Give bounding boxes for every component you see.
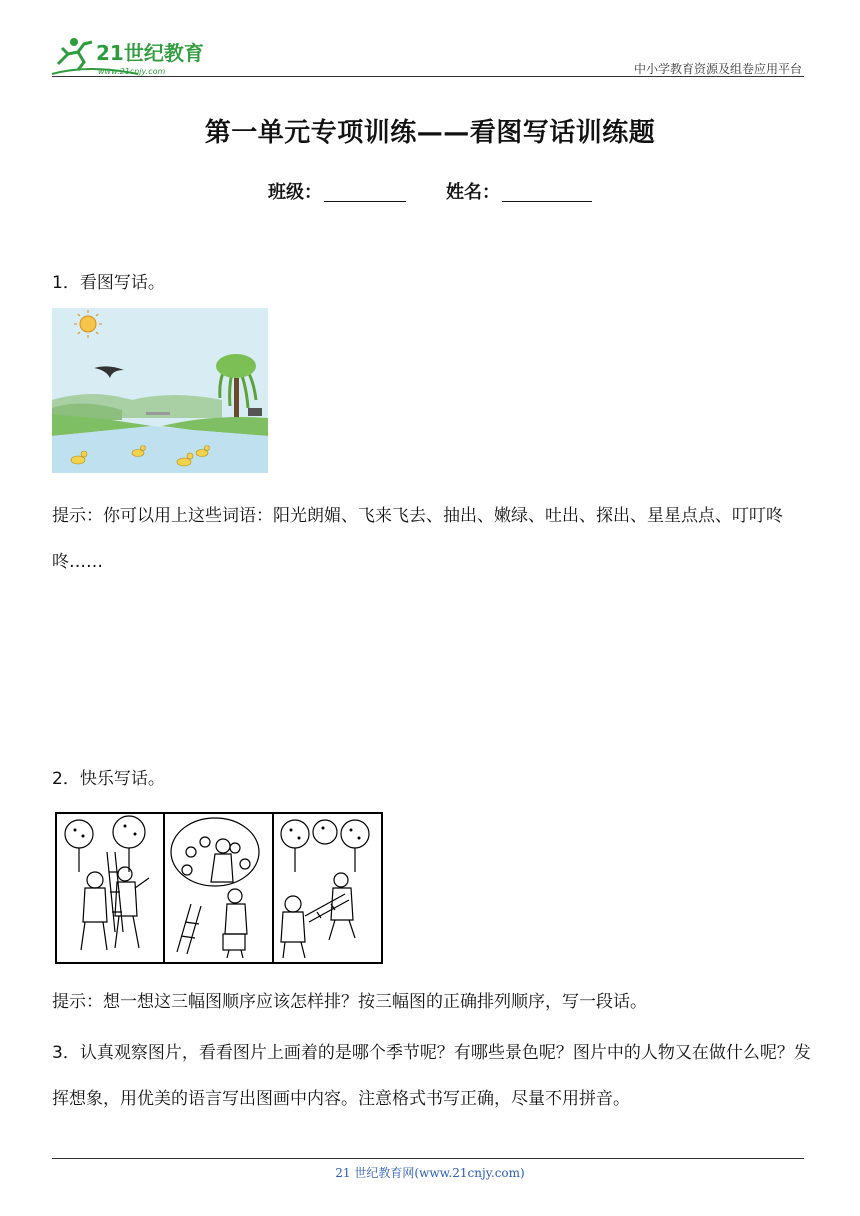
logo-url: www.21cnjy.com xyxy=(98,67,166,76)
question-2-prompt: 2．快乐写话。 xyxy=(52,769,165,789)
question-2-hint: 提示：想一想这三幅图顺序应该怎样排？按三幅图的正确排列顺序，写一段话。 xyxy=(52,992,647,1012)
name-blank xyxy=(502,181,592,202)
footer-text: 21 世纪教育网(www.21cnjy.com) xyxy=(335,1166,525,1180)
logo-text: 21世纪教育 xyxy=(96,41,204,65)
student-info xyxy=(0,178,860,204)
name-label: 姓名： xyxy=(446,182,500,203)
question-1-hint: 提示：你可以用上这些词语：阳光朗媚、飞来飞去、抽出、嫩绿、吐出、探出、星星点点、叮叮咚咚…… xyxy=(52,506,783,572)
site-logo xyxy=(48,34,218,80)
class-blank xyxy=(324,181,406,202)
class-label: 班级： xyxy=(268,182,322,203)
three-panel-comic xyxy=(55,812,383,964)
page-title: 第一单元专项训练——看图写话训练题 xyxy=(204,118,656,148)
platform-name: 中小学教育资源及组卷应用平台 xyxy=(633,62,802,76)
footer-divider xyxy=(52,1158,804,1159)
question-1-prompt: 1．看图写话。 xyxy=(52,273,165,293)
spring-landscape-image xyxy=(52,308,268,473)
header-divider xyxy=(52,76,804,77)
question-3-prompt: 3．认真观察图片，看看图片上画着的是哪个季节呢？有哪些景色呢？图片中的人物又在做什么呢？发挥想象，用优美的语言写出图画中内容。注意格式书写正确，尽量不用拼音。 xyxy=(52,1043,811,1109)
